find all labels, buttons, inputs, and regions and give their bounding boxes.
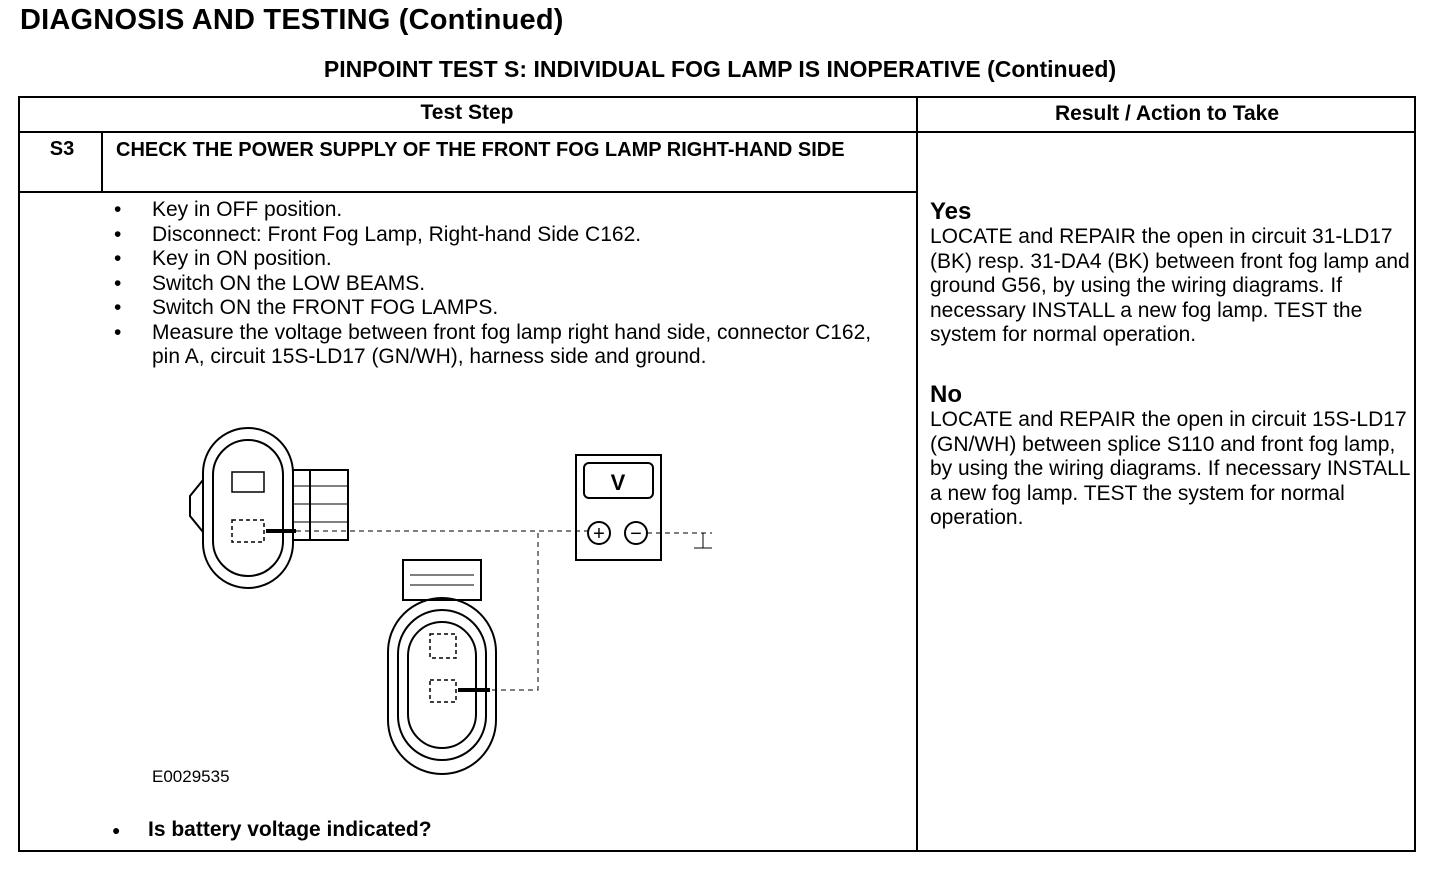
pinpoint-test-title: PINPOINT TEST S: INDIVIDUAL FOG LAMP IS INOPERATIVE (Continued) (323, 56, 1117, 82)
step-title: CHECK THE POWER SUPPLY OF THE FRONT FOG LAMP RIGHT-HAND SIDE (116, 139, 845, 161)
instruction-item: • Switch ON the LOW BEAMS. (112, 272, 902, 297)
page-title: DIAGNOSIS AND TESTING (Continued) (20, 4, 564, 36)
connector-harness-illustration (388, 560, 496, 774)
result-yes (930, 199, 1415, 348)
step-id: S3 (49, 138, 75, 160)
instruction-item: • Key in OFF position. (112, 198, 902, 223)
column-header-result: Result / Action to Take (1054, 102, 1280, 125)
result-no (930, 382, 1415, 531)
result-yes-text: LOCATE and REPAIR the open in circuit 31-LD17 (BK) resp. 31-DA4 (BK) between front fog lamp and ground G56, by using the wiring diagrams. If necessary INSTALL a new fog lamp. TEST the system for normal operation. (930, 225, 1410, 346)
instruction-item: • Measure the voltage between front fog lamp right hand side, connector C162, pin A, circuit 15S-LD17 (GN/WH), harness side and ground. (112, 321, 902, 370)
bullet-icon: ● (112, 822, 121, 839)
question-text: Is battery voltage indicated? (148, 818, 432, 841)
column-header-test-step: Test Step (420, 101, 514, 124)
minus-symbol: − (630, 523, 642, 545)
instruction-item: • Disconnect: Front Fog Lamp, Right-hand Side C162. (112, 223, 902, 248)
test-leads (296, 531, 712, 690)
instruction-item: • Key in ON position. (112, 247, 902, 272)
figure-id: E0029535 (152, 767, 230, 786)
plus-symbol: + (593, 523, 605, 545)
step-question (112, 818, 432, 842)
connector-c162-illustration (190, 428, 348, 588)
result-no-text: LOCATE and REPAIR the open in circuit 15S-LD17 (GN/WH) between splice S110 and front fog lamp, by using the wiring diagrams. If necessary INSTALL a new fog lamp. TEST the system for normal operation. (930, 408, 1410, 529)
result-yes-label: Yes (930, 198, 972, 225)
result-no-label: No (930, 381, 962, 408)
instruction-item: • Switch ON the FRONT FOG LAMPS. (112, 296, 902, 321)
voltmeter-label: V (610, 470, 626, 495)
ground-symbol (694, 533, 712, 548)
